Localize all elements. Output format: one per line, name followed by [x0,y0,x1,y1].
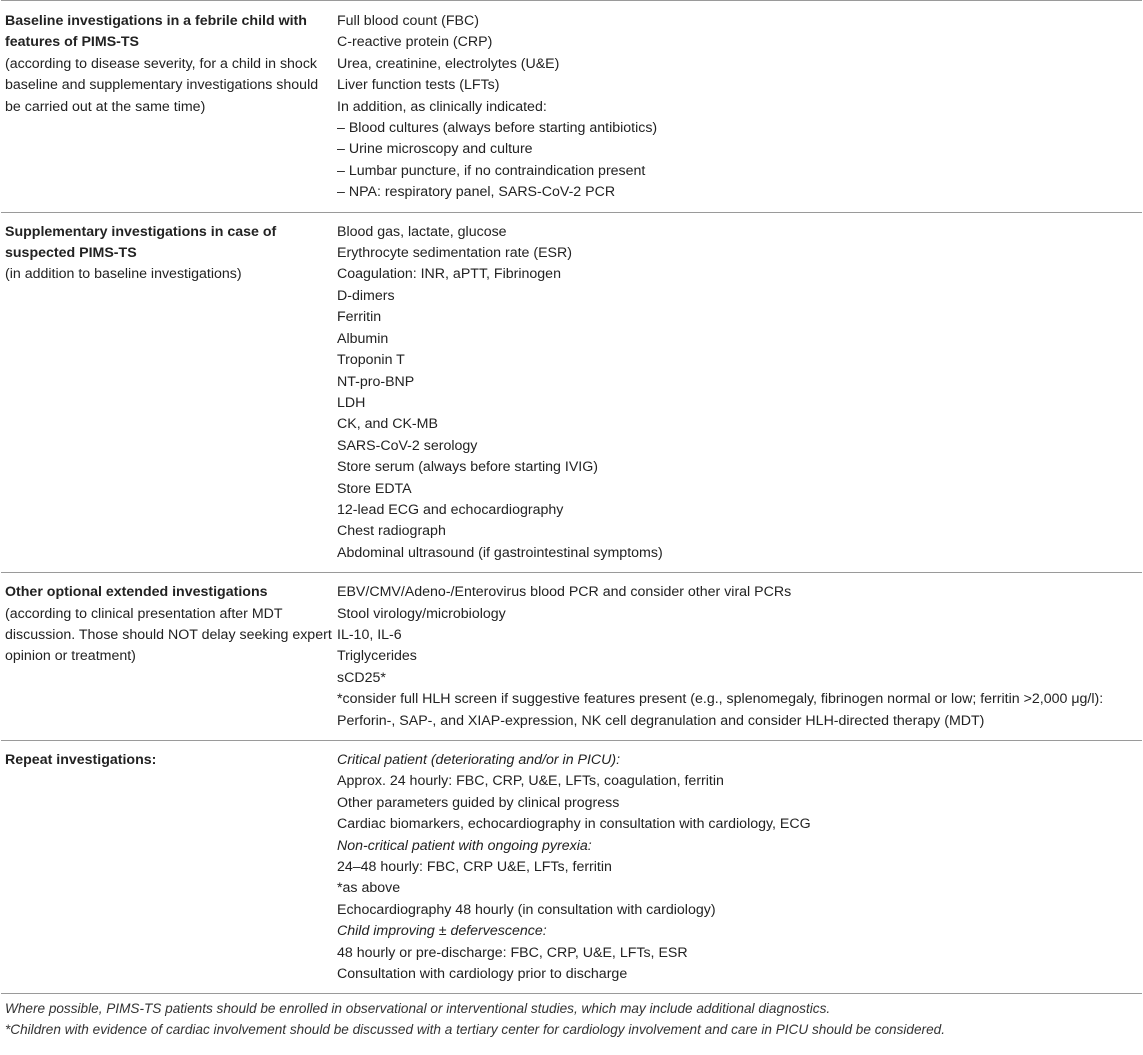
row-category-cell [0,11,334,204]
investigation-item: SARS-CoV-2 serology [337,437,478,454]
investigation-item: Ferritin [337,309,382,326]
investigation-item: Critical patient (deteriorating and/or in PICU): [337,752,621,768]
investigation-item: Approx. 24 hourly: FBC, CRP, U&E, LFTs, coagulation, ferritin [337,773,724,790]
investigation-item: Child improving ± defervescence: [337,923,547,940]
investigation-item: *consider full HLH screen if suggestive features present (e.g., splenomegaly, fibrinogen normal or low; ferritin >2,000 μg/l): Perforin-, SAP-, and XIAP-expression, NK cell degranulation and consider HLH-directed therapy (MDT) [337,691,1104,729]
row-investigations-cell [334,750,1143,985]
investigation-item: – Blood cultures (always before starting antibiotics) [337,120,658,137]
investigation-item: Consultation with cardiology prior to discharge [337,966,628,983]
investigation-item: CK, and CK-MB [337,416,438,433]
row-heading: Repeat investigations: [5,752,157,768]
investigation-item: Troponin T [337,352,405,369]
table-row [0,213,1143,573]
investigation-item: 24–48 hourly: FBC, CRP U&E, LFTs, ferritin [337,859,612,876]
row-category-cell [0,222,334,565]
investigation-item: Echocardiography 48 hourly (in consultation with cardiology) [337,901,716,918]
investigation-item: Blood gas, lactate, glucose [337,223,507,240]
table-row [0,573,1143,740]
row-investigations-cell [334,582,1143,732]
investigation-item: IL-10, IL-6 [337,626,402,643]
investigation-item: Other parameters guided by clinical progress [337,794,620,811]
investigation-item: C-reactive protein (CRP) [337,34,493,51]
table-body [0,1,1143,994]
row-category-cell [0,750,334,985]
investigation-item: In addition, as clinically indicated: [337,98,547,115]
investigation-item: Full blood count (FBC) [337,13,479,29]
investigation-item: Chest radiograph [337,523,446,540]
investigation-item: Triglycerides [337,648,417,665]
row-heading: Supplementary investigations in case of suspected PIMS-TS [5,223,277,262]
table-row [0,1,1143,212]
row-heading: Baseline investigations in a febrile child with features of PIMS-TS [5,13,307,51]
row-subheading: (according to clinical presentation after MDT discussion. Those should NOT delay seeking expert opinion or treatment) [5,605,332,665]
row-investigations-cell [334,11,1143,204]
investigation-item: sCD25* [337,669,386,686]
footnotes [0,994,1143,1040]
investigation-item: Urea, creatinine, electrolytes (U&E) [337,55,560,72]
investigation-item: Store EDTA [337,480,412,497]
row-investigations-cell [334,222,1143,565]
footnote: Where possible, PIMS-TS patients should be enrolled in observational or interventional studies, which may include additional diagnostics. [5,1001,831,1017]
row-subheading: (in addition to baseline investigations) [5,266,242,283]
investigation-item: Abdominal ultrasound (if gastrointestinal symptoms) [337,544,663,561]
investigation-item: – Urine microscopy and culture [337,141,533,158]
investigation-item: 12-lead ECG and echocardiography [337,501,564,518]
investigation-item: Albumin [337,330,389,347]
investigation-item: Coagulation: INR, aPTT, Fibrinogen [337,266,561,283]
investigation-item: 48 hourly or pre-discharge: FBC, CRP, U&E, LFTs, ESR [337,944,688,961]
row-category-cell [0,582,334,732]
investigation-item: NT-pro-BNP [337,373,415,390]
investigation-item: *as above [337,880,401,897]
investigation-item: Stool virology/microbiology [337,605,506,622]
table-row [0,741,1143,993]
investigation-item: Cardiac biomarkers, echocardiography in consultation with cardiology, ECG [337,816,811,833]
investigation-item: – Lumbar puncture, if no contraindication present [337,162,646,179]
footnote: *Children with evidence of cardiac involvement should be discussed with a tertiary center for cardiology involvement and care in PICU should be considered. [5,1022,945,1038]
investigation-item: LDH [337,394,366,411]
investigation-item: D-dimers [337,287,395,304]
investigation-item: – NPA: respiratory panel, SARS-CoV-2 PCR [337,184,616,201]
investigation-item: Store serum (always before starting IVIG) [337,459,598,476]
row-heading: Other optional extended investigations [5,584,268,601]
investigation-item: Erythrocyte sedimentation rate (ESR) [337,245,572,262]
investigation-item: Liver function tests (LFTs) [337,77,500,94]
row-subheading: (according to disease severity, for a child in shock baseline and supplementary investigations should be carried out at the same time) [5,55,319,115]
investigation-item: EBV/CMV/Adeno-/Enterovirus blood PCR and consider other viral PCRs [337,584,792,601]
investigation-item: Non-critical patient with ongoing pyrexia: [337,837,592,854]
